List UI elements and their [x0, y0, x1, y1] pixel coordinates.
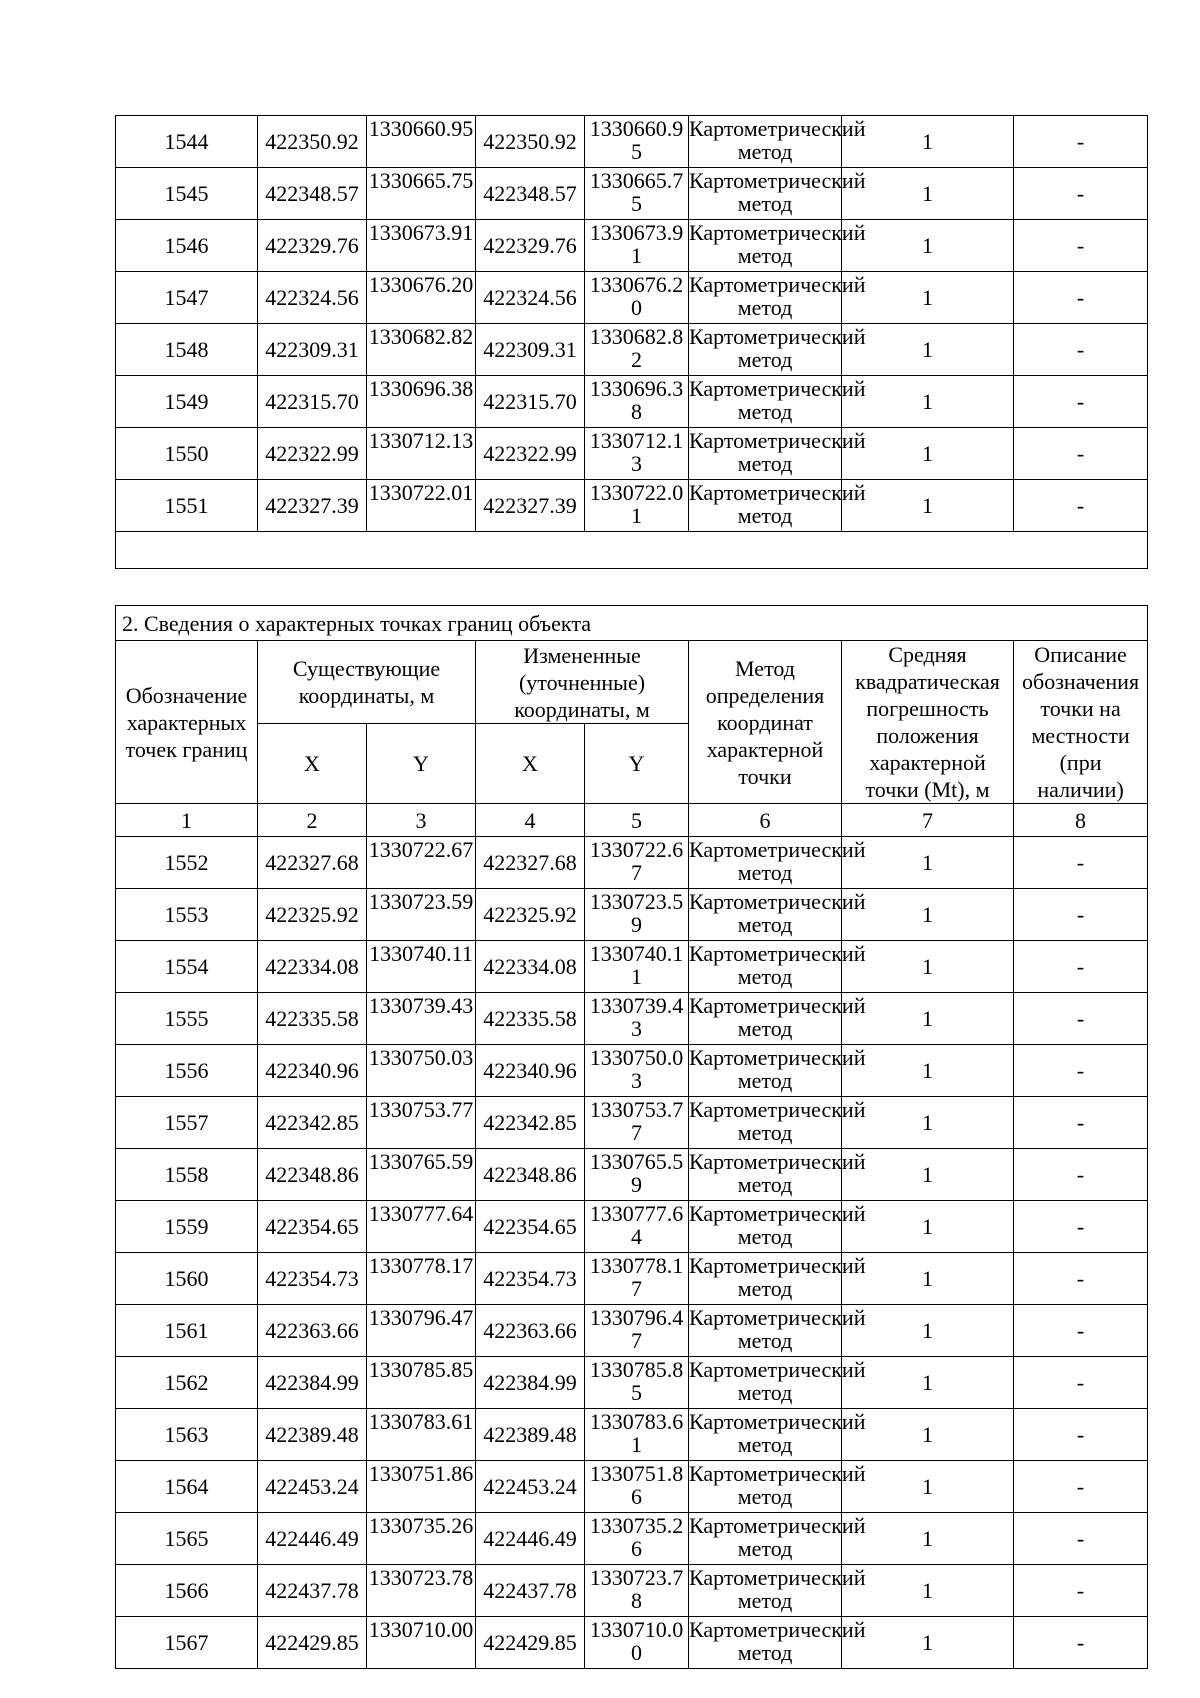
empty-row — [116, 532, 1148, 569]
cell-mean-error: 1 — [842, 1513, 1014, 1565]
cell-changed-y: 1330796.47 — [585, 1305, 689, 1357]
cell-existing-x: 422384.99 — [258, 1357, 367, 1409]
cell-existing-y: 1330735.26 — [367, 1513, 476, 1565]
cell-changed-x: 422354.73 — [476, 1253, 585, 1305]
table-row — [116, 1617, 1148, 1669]
header-changed-x: X — [476, 724, 585, 804]
cell-mean-error: 1 — [842, 993, 1014, 1045]
cell-changed-y: 1330735.26 — [585, 1513, 689, 1565]
boundary-points-table-body — [116, 837, 1148, 1669]
header-changed-y: Y — [585, 724, 689, 804]
cell-existing-y: 1330750.03 — [367, 1045, 476, 1097]
cell-method: Картометрический метод — [689, 324, 842, 376]
cell-existing-y: 1330676.20 — [367, 272, 476, 324]
cell-existing-x: 422309.31 — [258, 324, 367, 376]
cell-existing-y: 1330796.47 — [367, 1305, 476, 1357]
cell-changed-x: 422446.49 — [476, 1513, 585, 1565]
cell-changed-y: 1330778.17 — [585, 1253, 689, 1305]
cell-changed-y: 1330777.64 — [585, 1201, 689, 1253]
points-table-continued-body — [116, 116, 1148, 532]
table-row — [116, 168, 1148, 220]
header-designation: Обозначение характерных точек границ — [116, 641, 258, 804]
cell-existing-x: 422350.92 — [258, 116, 367, 168]
cell-method: Картометрический метод — [689, 889, 842, 941]
cell-mean-error: 1 — [842, 116, 1014, 168]
cell-existing-x: 422342.85 — [258, 1097, 367, 1149]
header-changed-coords: Измененные (уточненные) координаты, м — [476, 641, 689, 724]
cell-mean-error: 1 — [842, 272, 1014, 324]
cell-method: Картометрический метод — [689, 116, 842, 168]
cell-changed-y: 1330751.86 — [585, 1461, 689, 1513]
column-number: 8 — [1014, 804, 1148, 837]
table-row — [116, 116, 1148, 168]
table-row — [116, 1045, 1148, 1097]
cell-point: 1554 — [116, 941, 258, 993]
table-row — [116, 324, 1148, 376]
cell-point: 1555 — [116, 993, 258, 1045]
cell-point: 1552 — [116, 837, 258, 889]
cell-description: - — [1014, 1201, 1148, 1253]
cell-changed-x: 422363.66 — [476, 1305, 585, 1357]
table-row — [116, 837, 1148, 889]
table-row — [116, 1097, 1148, 1149]
cell-existing-x: 422340.96 — [258, 1045, 367, 1097]
cell-method: Картометрический метод — [689, 376, 842, 428]
cell-description: - — [1014, 480, 1148, 532]
table-row — [116, 428, 1148, 480]
cell-method: Картометрический метод — [689, 1409, 842, 1461]
cell-description: - — [1014, 889, 1148, 941]
cell-description: - — [1014, 941, 1148, 993]
cell-changed-y: 1330765.59 — [585, 1149, 689, 1201]
cell-description: - — [1014, 1617, 1148, 1669]
cell-method: Картометрический метод — [689, 1305, 842, 1357]
cell-changed-x: 422324.56 — [476, 272, 585, 324]
table-row — [116, 941, 1148, 993]
cell-existing-y: 1330740.11 — [367, 941, 476, 993]
cell-changed-x: 422334.08 — [476, 941, 585, 993]
cell-changed-x: 422437.78 — [476, 1565, 585, 1617]
cell-description: - — [1014, 1149, 1148, 1201]
cell-description: - — [1014, 1253, 1148, 1305]
cell-point: 1559 — [116, 1201, 258, 1253]
cell-point: 1556 — [116, 1045, 258, 1097]
cell-existing-y: 1330723.78 — [367, 1565, 476, 1617]
cell-method: Картометрический метод — [689, 272, 842, 324]
cell-point: 1553 — [116, 889, 258, 941]
cell-mean-error: 1 — [842, 1305, 1014, 1357]
cell-point: 1560 — [116, 1253, 258, 1305]
cell-changed-y: 1330696.38 — [585, 376, 689, 428]
cell-point: 1564 — [116, 1461, 258, 1513]
cell-point: 1566 — [116, 1565, 258, 1617]
cell-changed-y: 1330682.82 — [585, 324, 689, 376]
cell-changed-y: 1330660.95 — [585, 116, 689, 168]
cell-changed-x: 422322.99 — [476, 428, 585, 480]
cell-method: Картометрический метод — [689, 1513, 842, 1565]
cell-description: - — [1014, 1565, 1148, 1617]
cell-existing-x: 422453.24 — [258, 1461, 367, 1513]
cell-method: Картометрический метод — [689, 1253, 842, 1305]
cell-existing-x: 422329.76 — [258, 220, 367, 272]
cell-changed-x: 422335.58 — [476, 993, 585, 1045]
column-number: 6 — [689, 804, 842, 837]
column-number: 3 — [367, 804, 476, 837]
cell-existing-x: 422348.57 — [258, 168, 367, 220]
cell-existing-x: 422315.70 — [258, 376, 367, 428]
column-number: 1 — [116, 804, 258, 837]
table-row — [116, 1305, 1148, 1357]
cell-changed-y: 1330673.91 — [585, 220, 689, 272]
cell-description: - — [1014, 1409, 1148, 1461]
cell-method: Картометрический метод — [689, 993, 842, 1045]
cell-changed-x: 422354.65 — [476, 1201, 585, 1253]
cell-changed-y: 1330783.61 — [585, 1409, 689, 1461]
cell-mean-error: 1 — [842, 168, 1014, 220]
cell-point: 1565 — [116, 1513, 258, 1565]
header-method: Метод определения координат характерной точки — [689, 641, 842, 804]
cell-existing-x: 422327.68 — [258, 837, 367, 889]
points-table-continued — [115, 115, 1148, 569]
cell-changed-y: 1330739.43 — [585, 993, 689, 1045]
cell-method: Картометрический метод — [689, 837, 842, 889]
cell-point: 1567 — [116, 1617, 258, 1669]
cell-existing-y: 1330682.82 — [367, 324, 476, 376]
table-row — [116, 376, 1148, 428]
cell-changed-x: 422309.31 — [476, 324, 585, 376]
cell-method: Картометрический метод — [689, 1201, 842, 1253]
cell-changed-y: 1330665.75 — [585, 168, 689, 220]
cell-existing-x: 422363.66 — [258, 1305, 367, 1357]
cell-method: Картометрический метод — [689, 1461, 842, 1513]
cell-point: 1562 — [116, 1357, 258, 1409]
cell-mean-error: 1 — [842, 837, 1014, 889]
cell-existing-y: 1330785.85 — [367, 1357, 476, 1409]
cell-existing-y: 1330753.77 — [367, 1097, 476, 1149]
cell-changed-y: 1330723.59 — [585, 889, 689, 941]
cell-point: 1549 — [116, 376, 258, 428]
cell-existing-y: 1330722.67 — [367, 837, 476, 889]
cell-existing-y: 1330765.59 — [367, 1149, 476, 1201]
cell-description: - — [1014, 1461, 1148, 1513]
cell-description: - — [1014, 168, 1148, 220]
header-description: Описание обозначения точки на местности (при наличии) — [1014, 641, 1148, 804]
cell-changed-x: 422350.92 — [476, 116, 585, 168]
cell-method: Картометрический метод — [689, 168, 842, 220]
cell-changed-x: 422453.24 — [476, 1461, 585, 1513]
cell-point: 1563 — [116, 1409, 258, 1461]
cell-existing-y: 1330739.43 — [367, 993, 476, 1045]
section-title: 2. Сведения о характерных точках границ объекта — [116, 606, 1148, 641]
cell-changed-x: 422384.99 — [476, 1357, 585, 1409]
cell-existing-x: 422437.78 — [258, 1565, 367, 1617]
cell-changed-y: 1330722.01 — [585, 480, 689, 532]
cell-existing-x: 422429.85 — [258, 1617, 367, 1669]
cell-point: 1550 — [116, 428, 258, 480]
table-row — [116, 889, 1148, 941]
cell-existing-y: 1330722.01 — [367, 480, 476, 532]
cell-changed-x: 422429.85 — [476, 1617, 585, 1669]
cell-description: - — [1014, 376, 1148, 428]
cell-changed-x: 422329.76 — [476, 220, 585, 272]
cell-method: Картометрический метод — [689, 480, 842, 532]
cell-mean-error: 1 — [842, 1617, 1014, 1669]
cell-changed-x: 422348.86 — [476, 1149, 585, 1201]
cell-changed-y: 1330785.85 — [585, 1357, 689, 1409]
cell-existing-y: 1330778.17 — [367, 1253, 476, 1305]
cell-mean-error: 1 — [842, 1045, 1014, 1097]
cell-existing-y: 1330665.75 — [367, 168, 476, 220]
cell-description: - — [1014, 1045, 1148, 1097]
cell-existing-x: 422446.49 — [258, 1513, 367, 1565]
cell-description: - — [1014, 116, 1148, 168]
cell-existing-x: 422322.99 — [258, 428, 367, 480]
cell-point: 1551 — [116, 480, 258, 532]
table-row — [116, 1357, 1148, 1409]
cell-description: - — [1014, 1513, 1148, 1565]
cell-changed-x: 422389.48 — [476, 1409, 585, 1461]
cell-method: Картометрический метод — [689, 1045, 842, 1097]
cell-mean-error: 1 — [842, 1461, 1014, 1513]
cell-method: Картометрический метод — [689, 1149, 842, 1201]
table-row — [116, 272, 1148, 324]
cell-mean-error: 1 — [842, 1409, 1014, 1461]
table-row — [116, 1253, 1148, 1305]
cell-changed-y: 1330753.77 — [585, 1097, 689, 1149]
cell-method: Картометрический метод — [689, 1097, 842, 1149]
cell-existing-y: 1330660.95 — [367, 116, 476, 168]
cell-method: Картометрический метод — [689, 1565, 842, 1617]
cell-description: - — [1014, 1305, 1148, 1357]
header-existing-x: X — [258, 724, 367, 804]
cell-existing-y: 1330673.91 — [367, 220, 476, 272]
cell-existing-y: 1330723.59 — [367, 889, 476, 941]
cell-description: - — [1014, 324, 1148, 376]
cell-existing-x: 422348.86 — [258, 1149, 367, 1201]
cell-existing-x: 422334.08 — [258, 941, 367, 993]
cell-changed-y: 1330710.00 — [585, 1617, 689, 1669]
cell-existing-x: 422327.39 — [258, 480, 367, 532]
cell-mean-error: 1 — [842, 428, 1014, 480]
cell-existing-x: 422325.92 — [258, 889, 367, 941]
column-number: 7 — [842, 804, 1014, 837]
cell-existing-y: 1330710.00 — [367, 1617, 476, 1669]
cell-point: 1545 — [116, 168, 258, 220]
column-number: 5 — [585, 804, 689, 837]
cell-mean-error: 1 — [842, 324, 1014, 376]
cell-description: - — [1014, 1357, 1148, 1409]
cell-mean-error: 1 — [842, 941, 1014, 993]
table-row — [116, 1409, 1148, 1461]
cell-point: 1546 — [116, 220, 258, 272]
table-row — [116, 1461, 1148, 1513]
cell-changed-x: 422325.92 — [476, 889, 585, 941]
cell-changed-x: 422327.39 — [476, 480, 585, 532]
cell-method: Картометрический метод — [689, 941, 842, 993]
cell-method: Картометрический метод — [689, 1617, 842, 1669]
cell-existing-y: 1330696.38 — [367, 376, 476, 428]
table-row — [116, 993, 1148, 1045]
table-row — [116, 1513, 1148, 1565]
cell-existing-x: 422335.58 — [258, 993, 367, 1045]
table-row — [116, 220, 1148, 272]
cell-description: - — [1014, 1097, 1148, 1149]
cell-point: 1557 — [116, 1097, 258, 1149]
cell-existing-x: 422354.65 — [258, 1201, 367, 1253]
header-existing-coords: Существующие координаты, м — [258, 641, 476, 724]
cell-description: - — [1014, 220, 1148, 272]
table-row — [116, 1149, 1148, 1201]
table-row — [116, 1565, 1148, 1617]
column-number: 2 — [258, 804, 367, 837]
cell-mean-error: 1 — [842, 1097, 1014, 1149]
cell-mean-error: 1 — [842, 1149, 1014, 1201]
cell-point: 1547 — [116, 272, 258, 324]
cell-existing-x: 422354.73 — [258, 1253, 367, 1305]
cell-changed-y: 1330712.13 — [585, 428, 689, 480]
cell-changed-y: 1330723.78 — [585, 1565, 689, 1617]
cell-existing-y: 1330777.64 — [367, 1201, 476, 1253]
cell-point: 1561 — [116, 1305, 258, 1357]
cell-description: - — [1014, 272, 1148, 324]
cell-changed-y: 1330740.11 — [585, 941, 689, 993]
cell-changed-y: 1330750.03 — [585, 1045, 689, 1097]
cell-existing-y: 1330751.86 — [367, 1461, 476, 1513]
cell-mean-error: 1 — [842, 220, 1014, 272]
cell-description: - — [1014, 993, 1148, 1045]
cell-changed-x: 422348.57 — [476, 168, 585, 220]
cell-point: 1558 — [116, 1149, 258, 1201]
cell-method: Картометрический метод — [689, 1357, 842, 1409]
boundary-points-table — [115, 605, 1148, 1669]
cell-existing-y: 1330712.13 — [367, 428, 476, 480]
cell-changed-y: 1330722.67 — [585, 837, 689, 889]
cell-mean-error: 1 — [842, 480, 1014, 532]
cell-point: 1548 — [116, 324, 258, 376]
column-number: 4 — [476, 804, 585, 837]
cell-changed-x: 422327.68 — [476, 837, 585, 889]
table-row — [116, 1201, 1148, 1253]
header-mean-error: Средняя квадратическая погрешность положения характерной точки (Mt), м — [842, 641, 1014, 804]
cell-mean-error: 1 — [842, 1565, 1014, 1617]
cell-existing-x: 422389.48 — [258, 1409, 367, 1461]
cell-point: 1544 — [116, 116, 258, 168]
cell-mean-error: 1 — [842, 1357, 1014, 1409]
cell-description: - — [1014, 837, 1148, 889]
cell-method: Картометрический метод — [689, 220, 842, 272]
cell-mean-error: 1 — [842, 376, 1014, 428]
cell-changed-x: 422315.70 — [476, 376, 585, 428]
cell-existing-y: 1330783.61 — [367, 1409, 476, 1461]
cell-mean-error: 1 — [842, 1253, 1014, 1305]
table-row — [116, 480, 1148, 532]
cell-mean-error: 1 — [842, 889, 1014, 941]
cell-description: - — [1014, 428, 1148, 480]
header-existing-y: Y — [367, 724, 476, 804]
cell-changed-x: 422340.96 — [476, 1045, 585, 1097]
cell-mean-error: 1 — [842, 1201, 1014, 1253]
cell-method: Картометрический метод — [689, 428, 842, 480]
cell-changed-x: 422342.85 — [476, 1097, 585, 1149]
cell-existing-x: 422324.56 — [258, 272, 367, 324]
cell-changed-y: 1330676.20 — [585, 272, 689, 324]
